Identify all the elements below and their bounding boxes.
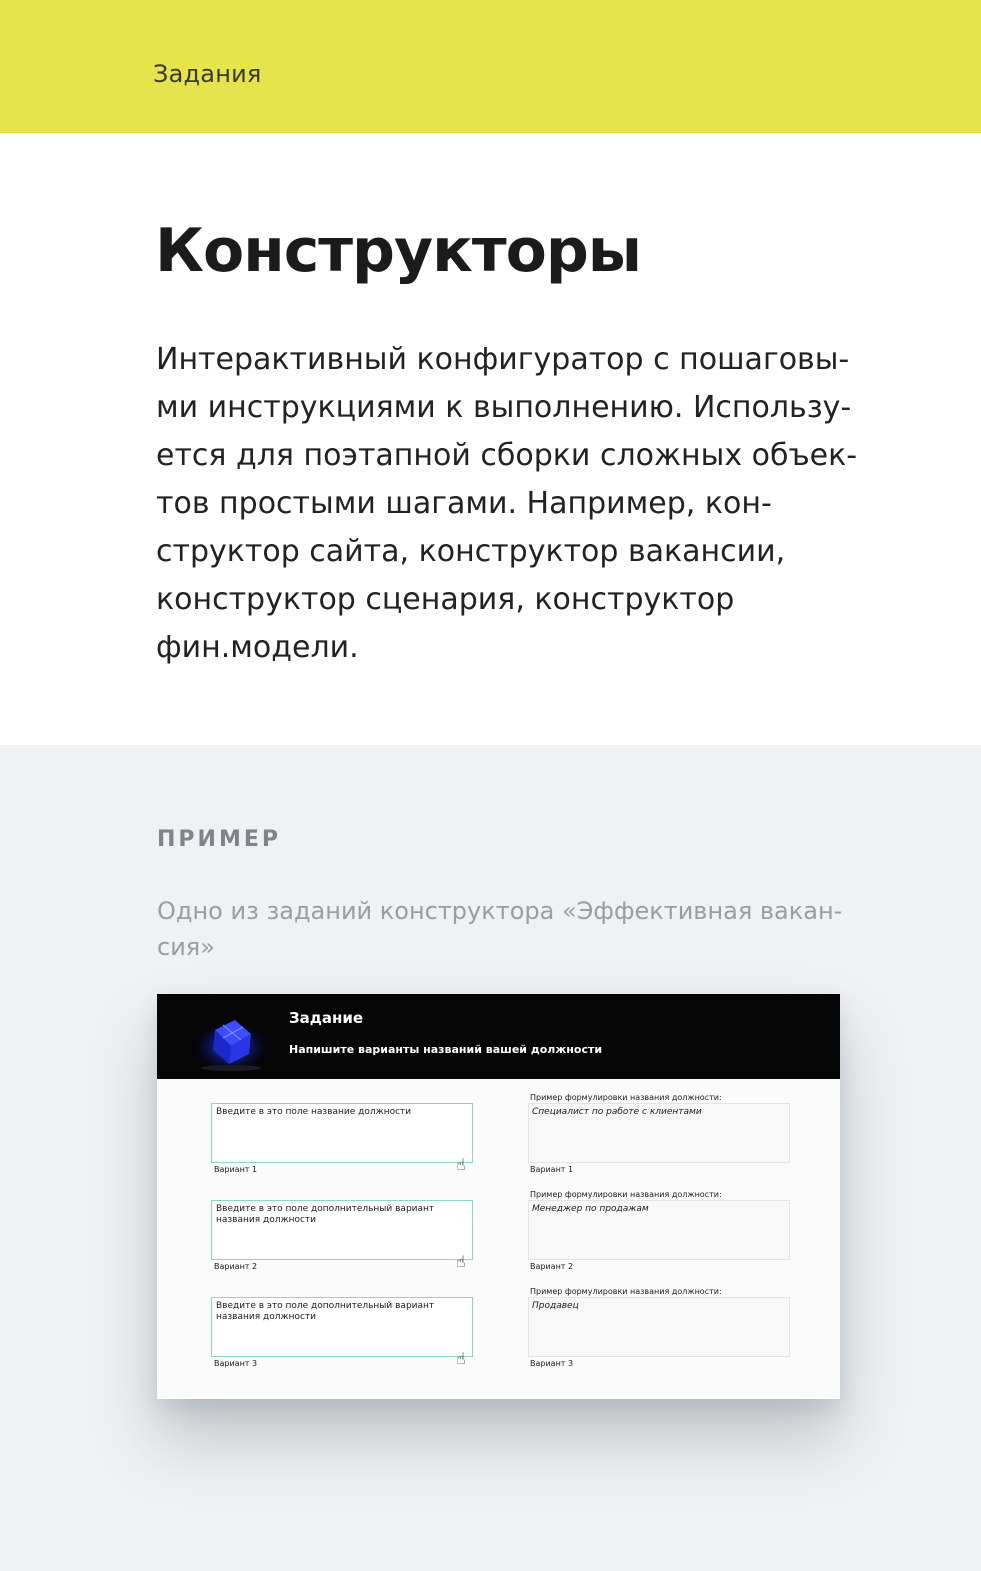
example-label: ПРИМЕР	[157, 827, 281, 852]
caption-line: Одно из заданий конструктора «Эффективная вакан-	[157, 897, 843, 925]
example-variant-label-3: Вариант 3	[530, 1359, 574, 1368]
screenshot-header	[157, 994, 840, 1079]
hand-pointer-icon: ☝	[456, 1349, 466, 1368]
example-hint-label-2: Пример формулировки названия должности:	[530, 1190, 722, 1199]
hand-pointer-icon: ☝	[456, 1252, 466, 1271]
example-variant-label-2: Вариант 2	[530, 1262, 574, 1271]
example-section	[0, 745, 981, 1571]
cube-icon	[185, 1000, 275, 1074]
screenshot-title: Задание	[289, 1009, 364, 1027]
lead-line: ется для поэтапной сборки сложных объек-	[156, 438, 858, 473]
caption-line: сия»	[157, 933, 215, 961]
top-bar	[0, 0, 981, 133]
lead-paragraph	[156, 336, 858, 672]
example-value-2: Менеджер по продажам	[528, 1200, 790, 1260]
hero-section	[0, 133, 981, 745]
example-variant-label-1: Вариант 1	[530, 1165, 574, 1174]
example-value-1: Специалист по работе с клиентами	[528, 1103, 790, 1163]
job-title-input-2[interactable]: Введите в это поле дополнительный вариант названия должности	[211, 1200, 473, 1260]
lead-line: конструктор сценария, конструктор	[156, 582, 735, 617]
hand-pointer-icon: ☝	[456, 1155, 466, 1174]
variant-label-2: Вариант 2	[214, 1262, 258, 1271]
page-title: Конструкторы	[155, 216, 642, 286]
example-value-3: Продавец	[528, 1297, 790, 1357]
lead-line: тов простыми шагами. Например, кон-	[156, 486, 772, 521]
variant-label-3: Вариант 3	[214, 1359, 258, 1368]
lead-line: структор сайта, конструктор вакансии,	[156, 534, 786, 569]
example-screenshot	[157, 994, 840, 1399]
screenshot-subtitle: Напишите варианты названий вашей должности	[289, 1043, 603, 1056]
lead-line: Интерактивный конфигуратор с пошаговы-	[156, 342, 850, 377]
breadcrumb-tasks[interactable]: Задания	[153, 60, 262, 88]
job-title-input-1[interactable]: Введите в это поле название должности	[211, 1103, 473, 1163]
variant-label-1: Вариант 1	[214, 1165, 258, 1174]
job-title-input-3[interactable]: Введите в это поле дополнительный вариант названия должности	[211, 1297, 473, 1357]
example-hint-label-1: Пример формулировки названия должности:	[530, 1093, 722, 1102]
example-caption	[157, 893, 843, 965]
example-hint-label-3: Пример формулировки названия должности:	[530, 1287, 722, 1296]
lead-line: фин.модели.	[156, 630, 359, 665]
lead-line: ми инструкциями к выполнению. Использу-	[156, 390, 852, 425]
